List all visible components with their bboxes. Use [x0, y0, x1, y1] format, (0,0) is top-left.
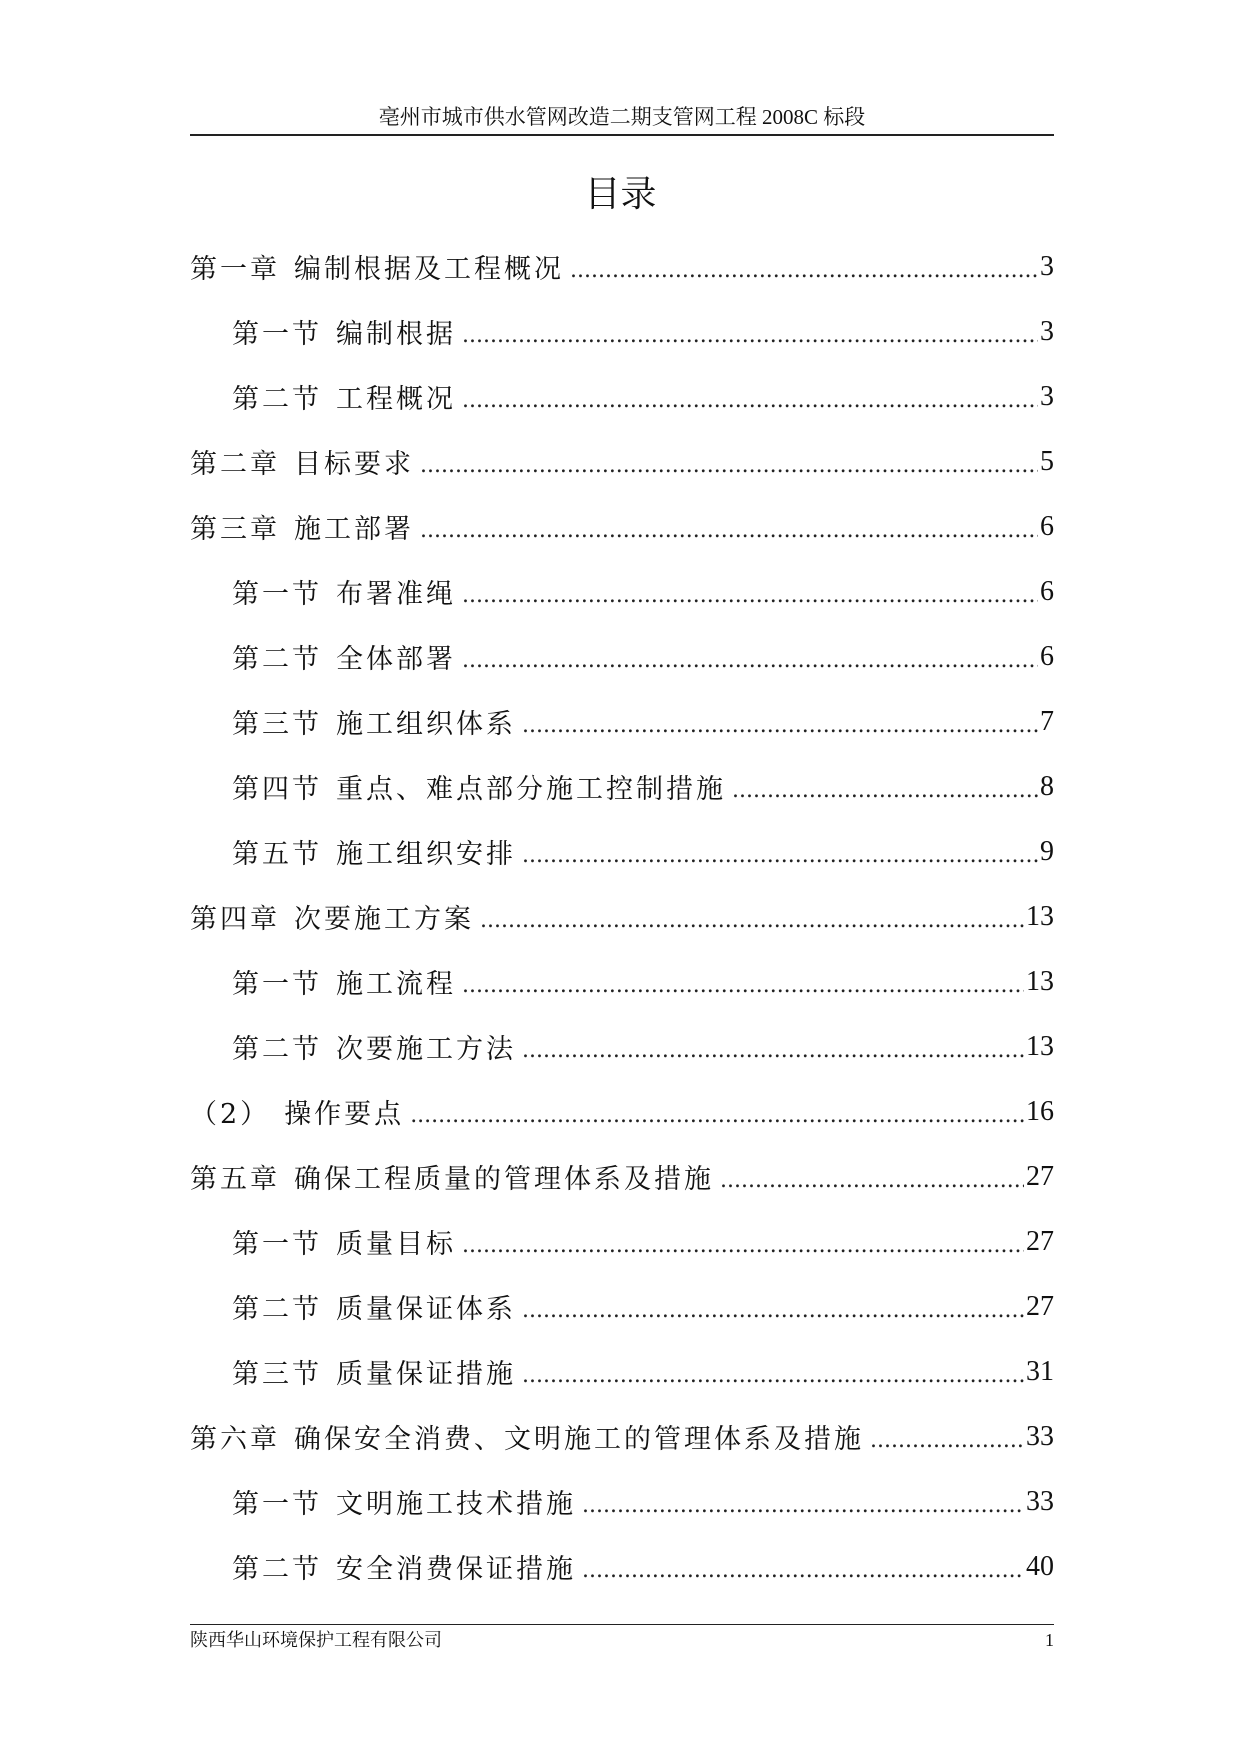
toc-entry-text: 操作要点: [284, 1099, 405, 1130]
toc-entry-label: [232, 1027, 516, 1066]
toc-entry-number: 第五节: [232, 839, 322, 870]
toc-entry-label: [232, 1547, 576, 1586]
toc-entry[interactable]: [190, 364, 1054, 429]
toc-entry-label: [190, 1157, 714, 1196]
toc-entry-number: 第一节: [232, 579, 322, 610]
toc-entry-number: 第四节: [232, 774, 322, 805]
toc-entry-number: 第二章: [190, 449, 280, 480]
toc-entry-page: 27: [1026, 1290, 1054, 1322]
toc-entry-text: 质量目标: [336, 1229, 456, 1260]
toc-entry-text: 施工组织体系: [336, 709, 516, 740]
toc-entry-number: 第三节: [232, 1359, 322, 1390]
toc-entry-number: 第一节: [232, 1489, 322, 1520]
toc-entry[interactable]: [190, 949, 1054, 1014]
toc-entry-label: [232, 1482, 576, 1521]
toc-entry-text: 目标要求: [294, 449, 414, 480]
toc-dot-leader: [570, 258, 1038, 283]
toc-dot-leader: [522, 1298, 1024, 1323]
toc-dot-leader: [522, 843, 1038, 868]
toc-entry[interactable]: [190, 299, 1054, 364]
toc-dot-leader: [410, 1103, 1024, 1128]
toc-entry-label: [232, 1222, 456, 1261]
toc-entry-text: 编制根据及工程概况: [294, 254, 564, 285]
toc-entry-number: 第二节: [232, 1554, 322, 1585]
toc-entry-label: [232, 832, 516, 871]
toc-entry-page: 40: [1026, 1550, 1054, 1582]
toc-entry-page: 3: [1040, 250, 1054, 282]
toc-dot-leader: [582, 1558, 1024, 1583]
toc-entry[interactable]: [190, 689, 1054, 754]
toc-entry[interactable]: [190, 884, 1054, 949]
toc-entry[interactable]: [190, 559, 1054, 624]
toc-entry-page: 13: [1026, 900, 1054, 932]
toc-entry-text: 施工流程: [336, 969, 456, 1000]
toc-entry-label: [232, 1287, 516, 1326]
toc-dot-leader: [420, 453, 1038, 478]
toc-entry-text: 施工组织安排: [336, 839, 516, 870]
toc-entry-number: 第二节: [232, 1034, 322, 1065]
toc-entry-label: [232, 962, 456, 1001]
toc-entry[interactable]: [190, 1274, 1054, 1339]
toc-entry-number: （2）: [190, 1099, 271, 1130]
toc-entry-label: [190, 1417, 864, 1456]
toc-entry[interactable]: [190, 429, 1054, 494]
toc-entry-page: 9: [1040, 835, 1054, 867]
toc-entry-page: 8: [1040, 770, 1054, 802]
toc-entry-text: 确保安全消费、文明施工的管理体系及措施: [294, 1424, 864, 1455]
toc-entry[interactable]: [190, 494, 1054, 559]
toc-dot-leader: [462, 1233, 1024, 1258]
toc-entry[interactable]: [190, 234, 1054, 299]
toc-entry-page: 13: [1026, 965, 1054, 997]
toc-entry-page: 6: [1040, 575, 1054, 607]
toc-dot-leader: [522, 1038, 1024, 1063]
toc-entry-text: 质量保证措施: [336, 1359, 516, 1390]
toc-entry[interactable]: [190, 1469, 1054, 1534]
toc-entry[interactable]: [190, 1339, 1054, 1404]
toc-entry-text: 重点、难点部分施工控制措施: [336, 774, 726, 805]
footer-company: 陕西华山环境保护工程有限公司: [190, 1630, 442, 1650]
toc-entry-number: 第二节: [232, 384, 322, 415]
toc-entry[interactable]: [190, 624, 1054, 689]
toc-entry-label: [232, 312, 456, 351]
toc-entry-page: 27: [1026, 1225, 1054, 1257]
toc-entry-label: [232, 1352, 516, 1391]
toc-entry-page: 5: [1040, 445, 1054, 477]
toc-entry[interactable]: [190, 1144, 1054, 1209]
toc-dot-leader: [720, 1168, 1024, 1193]
toc-entry-number: 第二节: [232, 1294, 322, 1325]
toc-entry[interactable]: [190, 1014, 1054, 1079]
page-header: [190, 100, 1054, 136]
toc-dot-leader: [870, 1428, 1024, 1453]
toc-entry-page: 7: [1040, 705, 1054, 737]
toc-entry[interactable]: [190, 819, 1054, 884]
toc-dot-leader: [522, 713, 1038, 738]
toc-entry-page: 31: [1026, 1355, 1054, 1387]
toc-entry-text: 布署准绳: [336, 579, 456, 610]
toc-dot-leader: [462, 323, 1038, 348]
toc-dot-leader: [462, 583, 1038, 608]
toc-entry-text: 全体部署: [336, 644, 456, 675]
toc-entry-text: 确保工程质量的管理体系及措施: [294, 1164, 714, 1195]
toc-entry-label: [190, 1092, 404, 1131]
toc-entry[interactable]: [190, 1209, 1054, 1274]
toc-entry-number: 第四章: [190, 904, 280, 935]
toc-entry-page: 33: [1026, 1485, 1054, 1517]
toc-entry[interactable]: [190, 1079, 1054, 1144]
toc-dot-leader: [462, 388, 1038, 413]
toc-entry-number: 第三节: [232, 709, 322, 740]
toc-entry-number: 第一节: [232, 969, 322, 1000]
toc-entry-page: 13: [1026, 1030, 1054, 1062]
toc-entry-page: 6: [1040, 640, 1054, 672]
toc-entry-page: 16: [1026, 1095, 1054, 1127]
toc-entry-number: 第六章: [190, 1424, 280, 1455]
toc-entry-text: 文明施工技术措施: [336, 1489, 576, 1520]
toc-dot-leader: [462, 973, 1024, 998]
toc-entry-text: 次要施工方案: [294, 904, 474, 935]
footer-page-number: 1: [1045, 1630, 1054, 1650]
toc-entry-label: [232, 637, 456, 676]
toc-entry-text: 工程概况: [336, 384, 456, 415]
toc-entry-label: [190, 897, 474, 936]
toc-entry-page: 3: [1040, 380, 1054, 412]
toc-entry-label: [232, 767, 726, 806]
toc-entry-text: 编制根据: [336, 319, 456, 350]
toc-entry-label: [190, 507, 414, 546]
toc-entry-number: 第三章: [190, 514, 280, 545]
toc-dot-leader: [420, 518, 1038, 543]
toc-title: 目录: [584, 174, 657, 215]
toc-entry[interactable]: [190, 754, 1054, 819]
toc-entry-number: 第一节: [232, 319, 322, 350]
toc-entry-number: 第一节: [232, 1229, 322, 1260]
toc-entry-page: 33: [1026, 1420, 1054, 1452]
toc-entry-page: 6: [1040, 510, 1054, 542]
toc-entry-page: 27: [1026, 1160, 1054, 1192]
toc-entry-label: [232, 572, 456, 611]
toc-dot-leader: [462, 648, 1038, 673]
toc-entry-label: [232, 702, 516, 741]
toc-entry-number: 第一章: [190, 254, 280, 285]
toc-entry-label: [190, 247, 564, 286]
toc-entry-text: 施工部署: [294, 514, 414, 545]
toc-entry[interactable]: [190, 1404, 1054, 1469]
toc-entry-number: 第五章: [190, 1164, 280, 1195]
table-of-contents: [190, 234, 1054, 1599]
toc-entry-text: 次要施工方法: [336, 1034, 516, 1065]
toc-entry-text: 安全消费保证措施: [336, 1554, 576, 1585]
toc-dot-leader: [480, 908, 1024, 933]
toc-dot-leader: [522, 1363, 1024, 1388]
toc-entry-page: 3: [1040, 315, 1054, 347]
toc-entry-number: 第二节: [232, 644, 322, 675]
toc-dot-leader: [732, 778, 1038, 803]
toc-entry[interactable]: [190, 1534, 1054, 1599]
page-footer: [190, 1624, 1054, 1655]
toc-entry-text: 质量保证体系: [336, 1294, 516, 1325]
toc-dot-leader: [582, 1493, 1024, 1518]
header-title: 亳州市城市供水管网改造二期支管网工程 2008C 标段: [378, 105, 866, 129]
toc-entry-label: [190, 442, 414, 481]
toc-entry-label: [232, 377, 456, 416]
